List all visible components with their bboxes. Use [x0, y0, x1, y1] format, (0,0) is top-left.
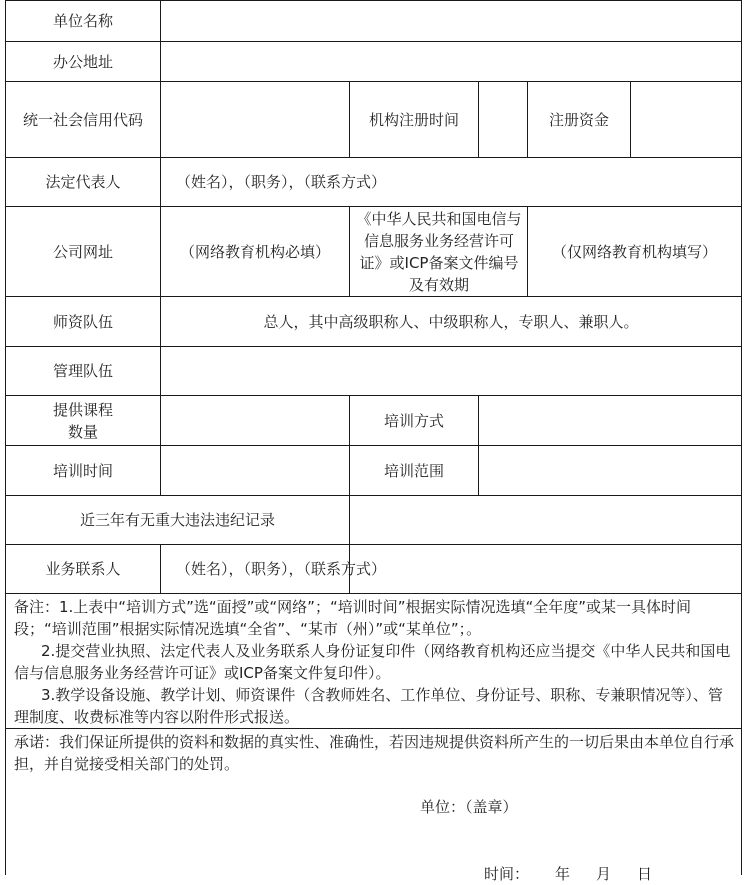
training-method-label: 培训方式 [383, 411, 444, 430]
management-label: 管理队伍 [52, 362, 113, 380]
course-count-label [6, 396, 160, 445]
office-address-field[interactable] [161, 42, 741, 81]
course-count-field[interactable] [161, 396, 349, 445]
website-value[interactable]: （网络教育机构必填） [179, 242, 330, 261]
register-time-label: 机构注册时间 [368, 110, 459, 129]
contact-value[interactable]: （姓名），（职务），（联系方式） [176, 560, 387, 578]
note-1: 备注：1.上表中“培训方式”选“面授”或“网络”；“培训时间”根据实际情况选填“全年度”或某一具体时间段；“培训范围”根据实际情况选填“全省”、“某市（州）”或“某单位”；。 [14, 598, 692, 638]
pledge-day: 日 [637, 865, 653, 883]
credit-code-field[interactable] [161, 82, 349, 157]
unit-name-label: 单位名称 [52, 12, 113, 30]
training-time-field[interactable] [161, 446, 349, 495]
pledge-text: 承诺：我们保证所提供的资料和数据的真实性、准确性，若因违规提供资料所产生的一切后果由本单位自行承担，并自觉接受相关部门的处罚。 [14, 733, 735, 773]
teachers-label: 师资队伍 [52, 312, 113, 331]
management-field[interactable] [161, 347, 741, 395]
register-time-field[interactable] [479, 82, 527, 157]
note-3: 3.教学设备设施、教学计划、师资课件（含教师姓名、工作单位、身份证号、职称、专兼职情况等）、管理制度、收费标准等内容以附件形式报送。 [14, 686, 723, 726]
register-capital-field[interactable] [631, 82, 741, 157]
course-count-label-line1: 提供课程 [52, 400, 113, 419]
office-address-label: 办公地址 [52, 52, 113, 71]
credit-code-label: 统一社会信用代码 [22, 110, 143, 129]
training-method-field[interactable] [479, 396, 741, 445]
pledge-year: 年 [555, 865, 571, 883]
training-scope-field[interactable] [479, 446, 741, 495]
contact-label: 业务联系人 [45, 560, 121, 578]
violations-label: 近三年有无重大违法违纪记录 [79, 511, 275, 529]
pledge-time-label: 时间： [484, 865, 530, 883]
unit-name-field[interactable] [161, 1, 741, 41]
legal-rep-label: 法定代表人 [45, 173, 121, 191]
note-2: 2.提交营业执照、法定代表人及业务联系人身份证复印件（网络教育机构还应当提交《中华人民共和国电信与信息服务业务经营许可证》或ICP备案文件复印件）。 [14, 642, 731, 682]
website-label: 公司网址 [52, 242, 113, 261]
license-value[interactable]: （仅网络教育机构填写） [551, 242, 717, 261]
violations-field[interactable] [350, 496, 741, 544]
training-time-label: 培训时间 [52, 461, 113, 480]
training-scope-label: 培训范围 [383, 461, 444, 480]
register-capital-label: 注册资金 [548, 110, 609, 129]
pledge-date [484, 863, 652, 885]
legal-rep-value[interactable]: （姓名），（职务），（联系方式） [176, 173, 387, 191]
pledge-month: 月 [596, 865, 612, 883]
teachers-value[interactable]: 总人，其中高级职称人、中级职称人，专职人、兼职人。 [263, 312, 639, 331]
pledge-unit-seal: 单位：（盖章） [420, 798, 518, 816]
course-count-label-line2: 数量 [67, 422, 98, 441]
license-label: 《中华人民共和国电信与信息服务业务经营许可证》或ICP备案文件编号及有效期 [356, 209, 522, 294]
